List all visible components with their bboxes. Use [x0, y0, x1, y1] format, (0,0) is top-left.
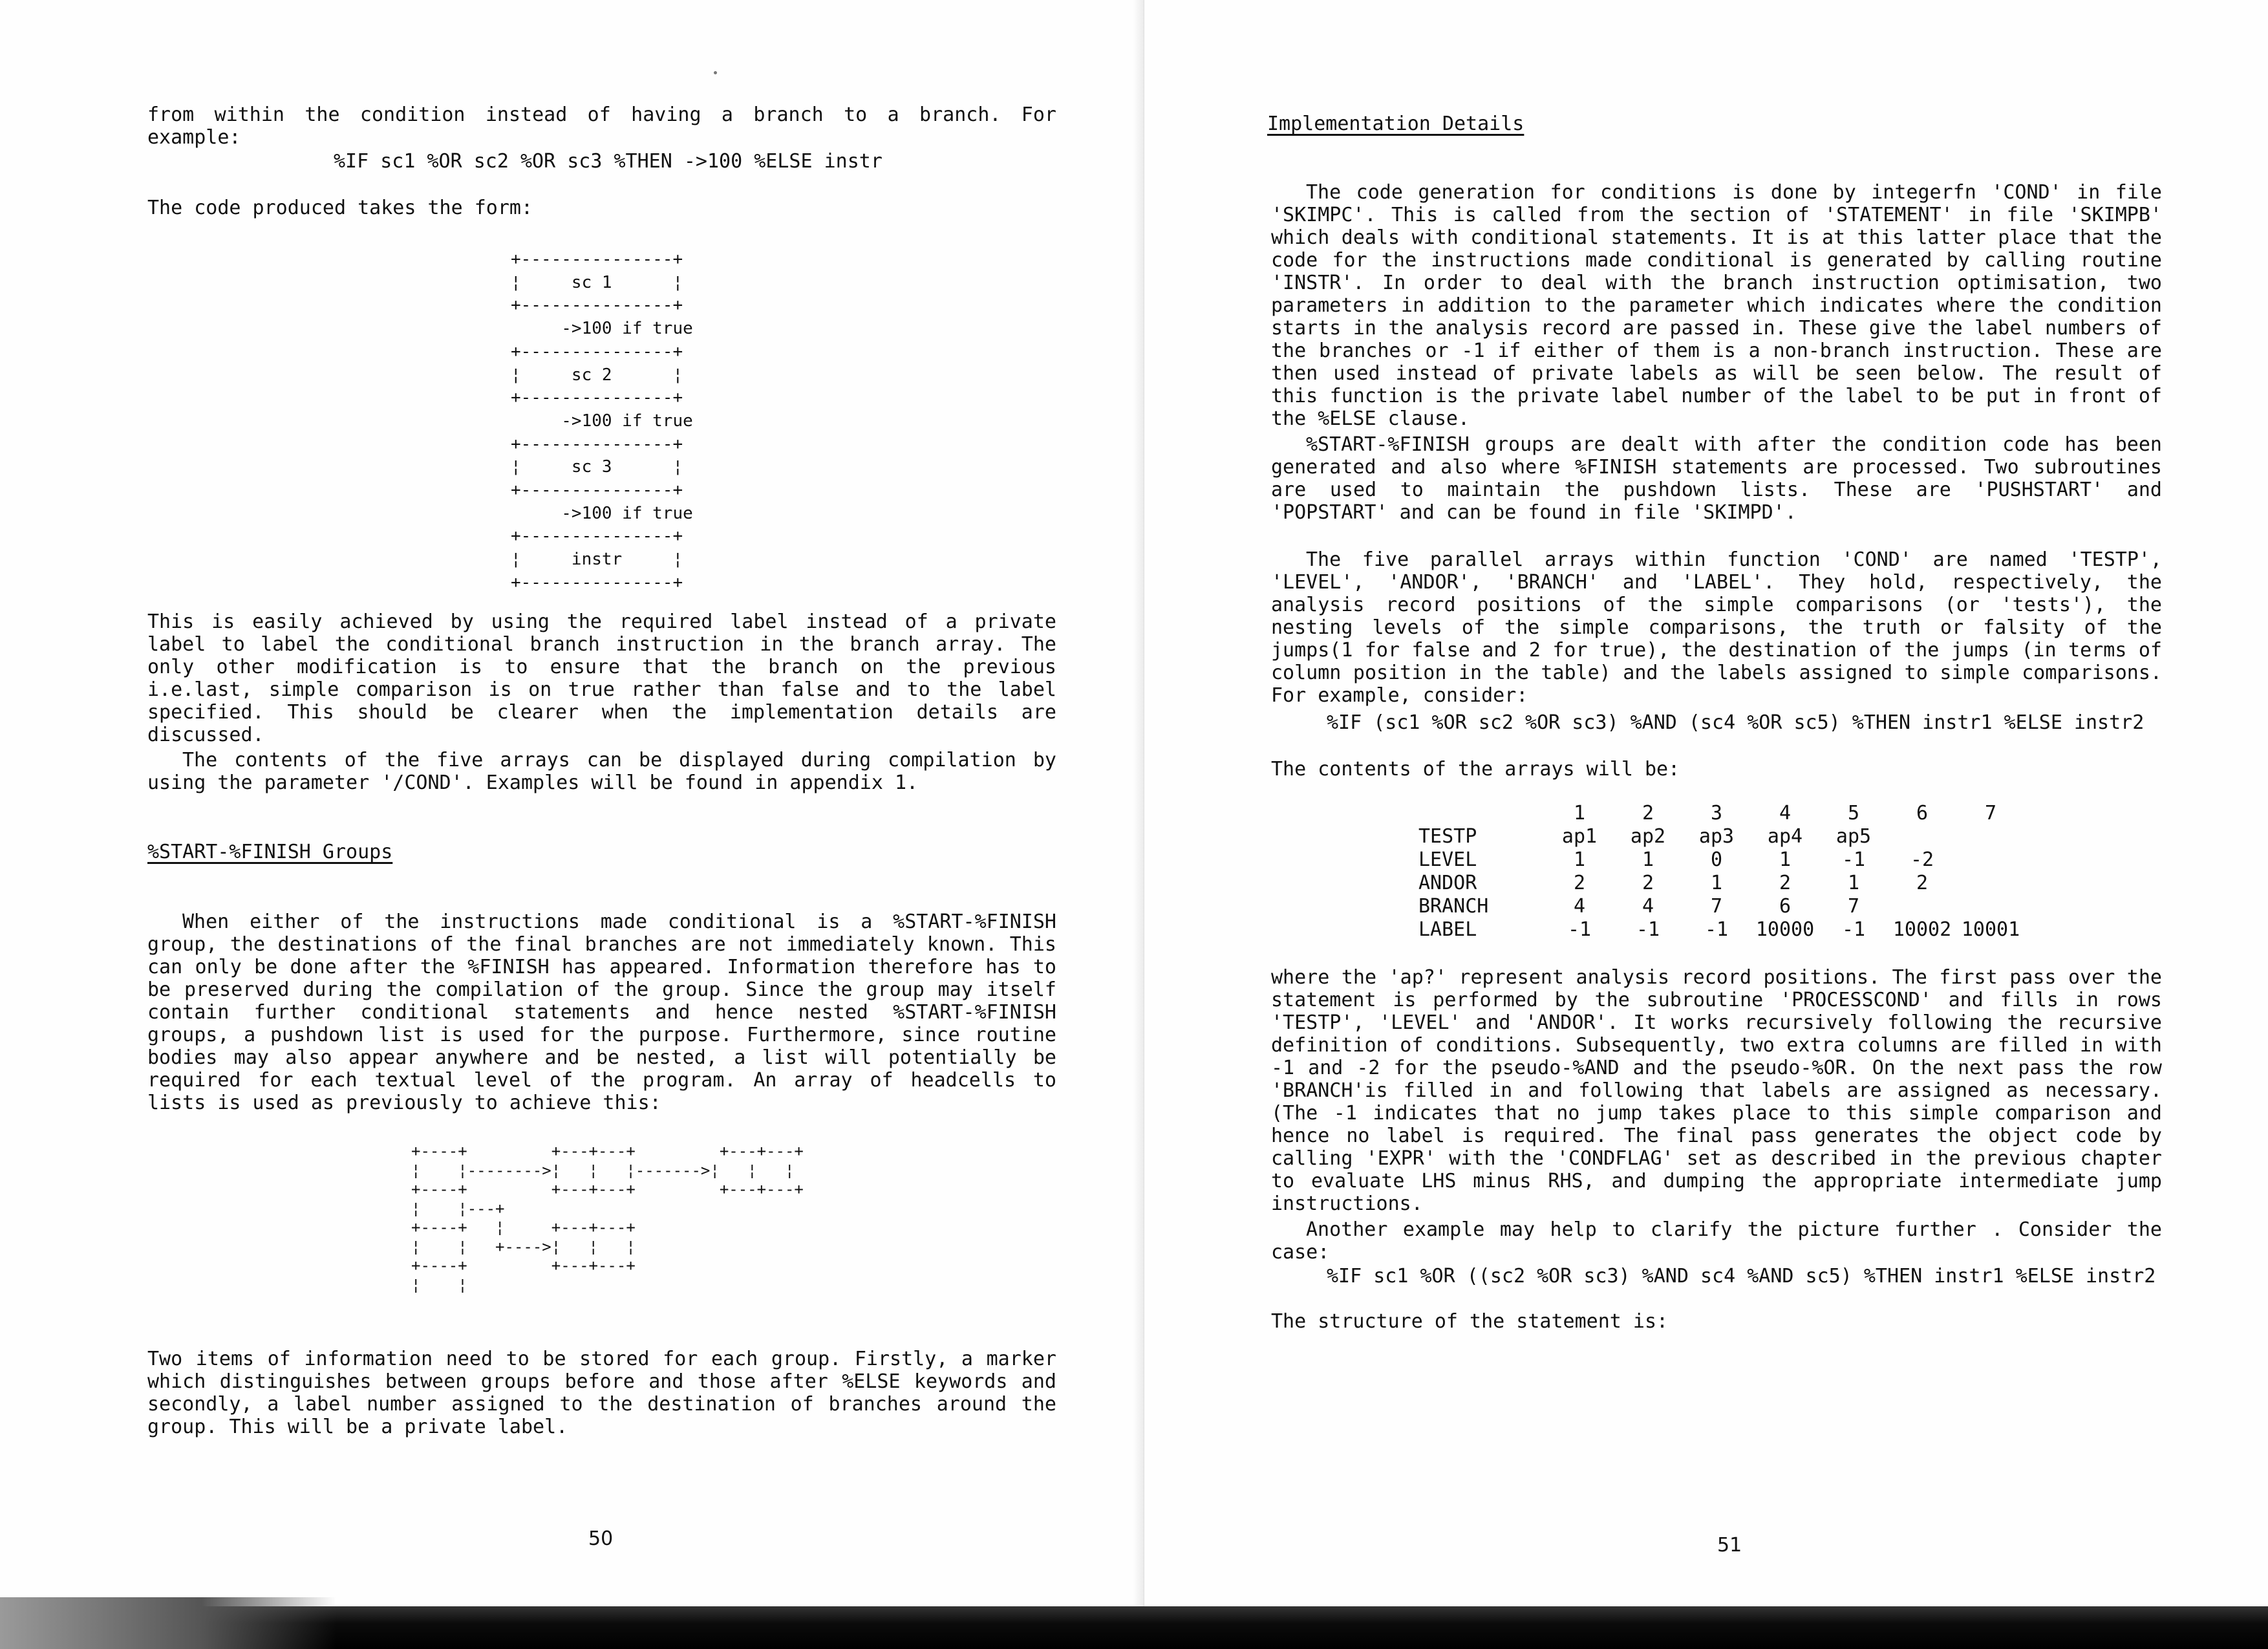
table-cell: -1: [1636, 918, 1660, 941]
paragraph-achieved: This is easily achieved by using the required label instead of a private label to label the conditional branch instruction in the branch array. The only other modification is to ensure that the branch on the previous i.e.last, simple comparison is on true rather than false and to the label specified. This should be clearer when the implementation details are discussed.: [147, 610, 1056, 746]
table-cell: 2: [1573, 872, 1586, 894]
table-cell: -1: [1567, 918, 1592, 941]
example-condition-1: %IF (sc1 %OR sc2 %OR sc3) %AND (sc4 %OR sc5) %THEN instr1 %ELSE instr2: [1327, 711, 2145, 734]
paragraph-items: Two items of information need to be stored for each group. Firstly, a marker which distinguishes between groups before and those after %ELSE keywords and secondly, a label number assigned to the destination of branches around the group. This will be a private label.: [147, 1348, 1056, 1438]
flow-diagram: +---------------+ ¦ sc 1 ¦ +---------------+ ->100 if true +---------------+ ¦ sc 2 ¦ +---------------+ ->100 if true +---------------+ ¦ sc 3 ¦ +---------------+ ->100 if true +---------------+ ¦ instr ¦ +---------------+: [511, 250, 693, 592]
column-header: 3: [1710, 802, 1723, 824]
row-label: LEVEL: [1418, 848, 1477, 871]
table-cell: -1: [1841, 918, 1866, 941]
paragraph-codegen: [1271, 181, 2162, 430]
table-cell: 10001: [1961, 918, 2020, 941]
table-cell: 1: [1847, 872, 1860, 894]
page-number-right: 51: [1717, 1534, 1742, 1557]
table-cell: 1: [1573, 848, 1586, 871]
column-header: 4: [1779, 802, 1792, 824]
table-row: [1418, 848, 2025, 872]
right-page: [1144, 0, 2268, 1649]
table-cell: [1956, 895, 2025, 918]
table-row: [1418, 918, 2025, 942]
column-header: 7: [1984, 802, 1997, 824]
table-cell: 4: [1573, 895, 1586, 918]
table-cell: [1956, 848, 2025, 872]
example-condition: %IF sc1 %OR sc2 %OR sc3 %THEN ->100 %ELSE instr: [334, 150, 883, 173]
table-cell: 2: [1779, 872, 1792, 894]
paragraph-start-finish: [1271, 433, 2162, 524]
paragraph-intro: from within the condition instead of having a branch to a branch. For example:: [147, 103, 1056, 149]
paragraph-arrays: [1271, 548, 2162, 707]
table-row: [1418, 825, 2025, 848]
table-cell: 1: [1642, 848, 1654, 871]
table-cell: 2: [1916, 872, 1929, 894]
table-cell: -1: [1704, 918, 1729, 941]
scan-bottom-edge: [0, 1606, 2268, 1649]
arrays-table: [1418, 802, 2025, 942]
column-header: 2: [1642, 802, 1654, 824]
table-cell: ap1: [1561, 825, 1598, 848]
table-cell: 7: [1847, 895, 1860, 918]
table-cell: ap3: [1698, 825, 1735, 848]
paragraph-contents: [147, 749, 1056, 794]
column-header: 6: [1916, 802, 1929, 824]
structure-intro: The structure of the statement is:: [1271, 1310, 1669, 1333]
column-header: 5: [1847, 802, 1860, 824]
column-header: [1418, 802, 1545, 825]
heading-start-finish-groups: %START-%FINISH Groups: [147, 841, 393, 863]
column-header: 1: [1573, 802, 1586, 824]
paragraph-where: where the 'ap?' represent analysis record positions. The first pass over the statement is performed by the subroutine 'PROCESSCOND' and fills in rows 'TESTP', 'LEVEL' and 'ANDOR'. It works recursively following the recursive definition of conditions. Subsequently, two extra columns are filled in with -1 and -2 for the pseudo-%AND and the pseudo-%OR. On the next pass the row 'BRANCH'is filled in and following that labels are assigned as necessary. (The -1 indicates that no jump takes place to this simple comparison and hence no label is required. The final pass generates the object code by calling 'EXPR' with the 'CONDFLAG' set as described in the previous chapter to evaluate LHS minus RHS, and dumping the appropriate intermediate jump instructions.: [1271, 966, 2162, 1215]
table-cell: 4: [1642, 895, 1654, 918]
paragraph-start-finish-text: %START-%FINISH groups are dealt with after the condition code has been generated and also where %FINISH statements are processed. Two subroutines are used to maintain the pushdown lists. These are 'PUSHSTART' and 'POPSTART' and can be found in file 'SKIMPD'.: [1271, 433, 2162, 524]
paragraph-codegen-text: The code generation for conditions is done by integerfn 'COND' in file 'SKIMPC'. This is called from the section of 'STATEMENT' in file 'SKIMPB' which deals with conditional statements. It is at this latter place that the code for the instructions made conditional is generated by calling routine 'INSTR'. In order to deal with the branch instruction optimisation, two parameters in addition to the parameter which indicates where the condition starts in the analysis record are passed in. These give the label numbers of the branches or -1 if either of them is a non-branch instruction. These are then used instead of private labels as will be seen below. The result of this function is the private label number of the label to be put in front of the %ELSE clause.: [1271, 181, 2162, 430]
table-cell: -1: [1841, 848, 1866, 871]
paragraph-groups-text: When either of the instructions made conditional is a %START-%FINISH group, the destinations of the final branches are not immediately known. This can only be done after the %FINISH has appeared. Information therefore has to be preserved during the compilation of the group. Since the group may itself contain further conditional statements and hence nested %START-%FINISH groups, a pushdown list is used for the purpose. Furthermore, since routine bodies may also appear anywhere and be nested, a list will potentially be required for each textual level of the program. An array of headcells to lists is used as previously to achieve this:: [147, 911, 1056, 1114]
scan-smudge: [0, 1597, 336, 1649]
table-cell: 10000: [1755, 918, 1815, 941]
row-label: BRANCH: [1418, 895, 1489, 918]
table-row: [1418, 872, 2025, 895]
table-row: [1418, 895, 2025, 918]
table-cell: ap2: [1630, 825, 1666, 848]
table-cell: 6: [1779, 895, 1792, 918]
table-cell: 0: [1710, 848, 1723, 871]
table-cell: [1888, 895, 1956, 918]
table-cell: ap4: [1767, 825, 1803, 848]
table-cell: 10002: [1892, 918, 1952, 941]
code-intro: The code produced takes the form:: [147, 197, 533, 219]
pushdown-list-diagram: +----+ +---+---+ +---+---+ ¦ ¦-------->¦ ¦ ¦------->¦ ¦ ¦ +----+ +---+---+ +---+---+ ¦ ¦---+ +----+ ¦ +---+---+ ¦ ¦ +---->¦ ¦ ¦ +----+ +---+---+ ¦ ¦: [411, 1142, 804, 1294]
table-cell: -2: [1910, 848, 1934, 871]
table-cell: 1: [1710, 872, 1723, 894]
table-cell: 2: [1642, 872, 1654, 894]
paragraph-groups: [147, 911, 1056, 1114]
page-number-left: 50: [588, 1527, 614, 1550]
table-cell: ap5: [1835, 825, 1872, 848]
paragraph-contents-text: The contents of the five arrays can be displayed during compilation by using the parameter '/COND'. Examples will be found in appendix 1.: [147, 749, 1056, 794]
table-cell: 7: [1710, 895, 1723, 918]
paragraph-another: [1271, 1218, 2162, 1264]
table-cell: [1956, 872, 2025, 895]
row-label: TESTP: [1418, 825, 1477, 848]
heading-implementation-details: Implementation Details: [1267, 113, 1524, 135]
speck: [714, 71, 717, 74]
row-label: ANDOR: [1418, 872, 1477, 894]
table-cell: [1888, 825, 1956, 848]
table-cell: 1: [1779, 848, 1792, 871]
table-header-row: [1418, 802, 2025, 825]
paragraph-another-text: Another example may help to clarify the picture further . Consider the case:: [1271, 1218, 2162, 1264]
contents-intro: The contents of the arrays will be:: [1271, 758, 1680, 781]
table-cell: [1956, 825, 2025, 848]
example-condition-2: %IF sc1 %OR ((sc2 %OR sc3) %AND sc4 %AND sc5) %THEN instr1 %ELSE instr2: [1327, 1265, 2156, 1288]
paragraph-arrays-text: The five parallel arrays within function 'COND' are named 'TESTP', 'LEVEL', 'ANDOR', 'BRANCH' and 'LABEL'. They hold, respectively, the analysis record positions of the simple comparisons (or 'tests'), the nesting levels of the simple comparisons, the truth or falsity of the jumps(1 for false and 2 for true), the destination of the jumps (in terms of column position in the table) and the labels assigned to simple comparisons. For example, consider:: [1271, 548, 2162, 707]
row-label: LABEL: [1418, 918, 1477, 941]
